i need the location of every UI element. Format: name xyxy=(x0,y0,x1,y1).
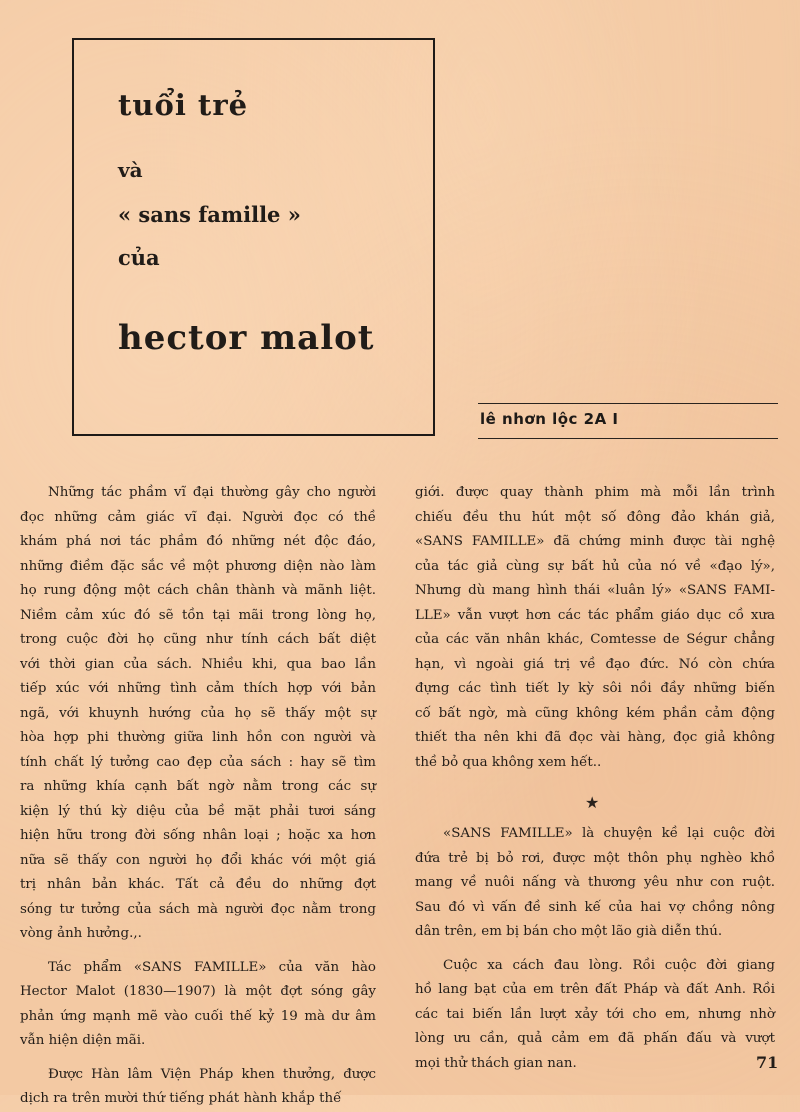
text-line: đứa trẻ bị bỏ rơi, được một thôn phụ nghèo khồ xyxy=(415,850,775,866)
text-line: Những tác phầm vĩ đại thường gây cho người xyxy=(48,485,376,500)
author-byline: lê nhơn lộc 2A I xyxy=(480,410,619,428)
text-line: họ rung động một cách chân thành và mãnh liệt. xyxy=(20,583,376,598)
right-column xyxy=(415,481,775,775)
text-line: đựng các tình tiết ly kỳ sôi nồi đầy những biến xyxy=(415,681,775,696)
text-line: Nhưng dù mang hình thái «luân lý» «SANS FAMI- xyxy=(415,583,775,598)
text-line: thề bỏ qua không xem hết.. xyxy=(415,754,602,770)
text-line: trị nhân bản khác. Tất cả đều do những đợt xyxy=(20,877,376,892)
text-line: Hector Malot (1830—1907) là một đợt sóng gây xyxy=(20,984,376,999)
title-line-2: và xyxy=(118,158,143,182)
text-line: lòng ưu cần, quả cảm em đã phấn đấu và vượt xyxy=(415,1031,775,1046)
text-line: mang về nuôi nấng và thương yêu như con ruột. xyxy=(415,875,775,890)
text-line: đọc những cảm giác vĩ đại. Người đọc có thề xyxy=(20,509,376,525)
paragraph xyxy=(20,481,376,947)
text-line: Niềm cảm xúc đó sẽ tồn tại mãi trong lòng họ, xyxy=(20,607,376,623)
text-line: với thời gian của sách. Nhiều khi, qua bao lần xyxy=(20,656,376,672)
text-line: «SANS FAMILLE» là chuyện kề lại cuộc đời xyxy=(443,826,775,841)
text-line: sóng tư tưởng của sách mà người đọc nằm trong xyxy=(20,901,376,917)
text-line: hiện hữu trong đời sống nhân loại ; hoặc xa hơn xyxy=(20,828,376,843)
text-line: phản ứng mạnh mẽ vào cuối thế kỷ 19 mà dư âm xyxy=(20,1008,376,1024)
text-line: của tác giả cùng sự bất hủ của nó về «đạo lý», xyxy=(415,558,775,574)
text-line: của các văn nhân khác, Comtesse de Ségur chẳng xyxy=(415,632,775,647)
paragraph xyxy=(415,481,775,775)
text-line: Cuộc xa cách đau lòng. Rồi cuộc đời giang xyxy=(443,957,775,973)
paragraph xyxy=(20,1063,376,1112)
byline-rule-top xyxy=(478,403,778,404)
text-line: vẫn hiện diện mãi. xyxy=(20,1033,146,1048)
title-line-1: tuổi trẻ xyxy=(118,88,249,122)
text-line: thiết tha nên khi đã đọc vài hàng, đọc giả không xyxy=(415,730,775,745)
page-number: 71 xyxy=(756,1053,779,1072)
text-line: dân trên, em bị bán cho một lão già diễn thú. xyxy=(415,924,723,939)
text-line: nữa sẽ thấy con người họ đổi khác với một giá xyxy=(20,852,376,868)
paragraph-gap xyxy=(20,1054,376,1063)
text-line: giới. được quay thành phim mà mỗi lần trình xyxy=(415,485,775,500)
text-line: các tai biến lần lượt xảy tới cho em, nhưng nhờ xyxy=(415,1006,775,1022)
right-column-continued xyxy=(415,822,775,1076)
text-line: hạn, vì ngoài giá trị về đạo đức. Nó còn chứa xyxy=(415,656,775,672)
text-line: «SANS FAMILLE» đã chứng minh được tài nghệ xyxy=(415,534,775,549)
text-line: hồ lang bạt của em trên đất Pháp và đất Anh. Rồi xyxy=(415,982,775,997)
text-line: tiếp xúc với những tình cảm thích hợp với bản xyxy=(20,681,376,696)
text-line: Được Hàn lâm Viện Pháp khen thưởng, được xyxy=(48,1066,376,1082)
text-line: khám phá nơi tác phầm đó những nét độc đáo, xyxy=(20,534,376,549)
text-line: tính chất lý tưởng cao đẹp của sách : hay sẽ tìm xyxy=(20,754,376,770)
text-line: vòng ảnh hưởng.,. xyxy=(20,926,142,941)
title-line-5: hector malot xyxy=(118,318,375,358)
text-line: LLE» vẫn vượt hơn các tác phẩm giáo dục cồ xưa xyxy=(415,607,775,623)
byline-rule-bottom xyxy=(478,438,778,439)
text-line: chiếu đều thu hút một số đông đảo khán giả, xyxy=(415,509,775,525)
star-icon: ★ xyxy=(585,793,600,812)
text-line: mọi thử thách gian nan. xyxy=(415,1055,577,1071)
text-line: Tác phẩm «SANS FAMILLE» của văn hào xyxy=(48,959,376,975)
paragraph-gap xyxy=(415,945,775,954)
left-column xyxy=(20,481,376,1112)
text-line: hòa hợp phi thường giữa linh hồn con người và xyxy=(20,730,376,745)
text-line: ngã, với khuynh hướng của họ sẽ thấy một sự xyxy=(20,705,376,721)
text-line: cố bất ngờ, mà cũng không kém phần cảm động xyxy=(415,705,775,721)
title-box xyxy=(72,38,435,436)
text-line: những điềm đặc sắc về một phương diện nào làm xyxy=(20,558,376,574)
title-line-4: của xyxy=(118,245,160,270)
paragraph xyxy=(415,954,775,1077)
text-line: Sau đó vì vấn đề sinh kế của hai vợ chồng nông xyxy=(415,899,775,915)
text-line: ra những khía cạnh bất ngờ nằm trong các sự xyxy=(20,779,376,794)
byline-block xyxy=(478,401,778,441)
paragraph xyxy=(20,956,376,1054)
paragraph xyxy=(415,822,775,945)
text-line: dịch ra trên mười thứ tiếng phát hành khắp thế xyxy=(20,1091,342,1106)
text-line: kiện lý thú kỳ diệu của bề mặt phải tươi sáng xyxy=(20,803,376,819)
text-line: trong cuộc đời họ cũng như tính cách bất diệt xyxy=(20,632,376,647)
paragraph-gap xyxy=(20,947,376,956)
title-line-3: « sans famille » xyxy=(118,202,301,227)
